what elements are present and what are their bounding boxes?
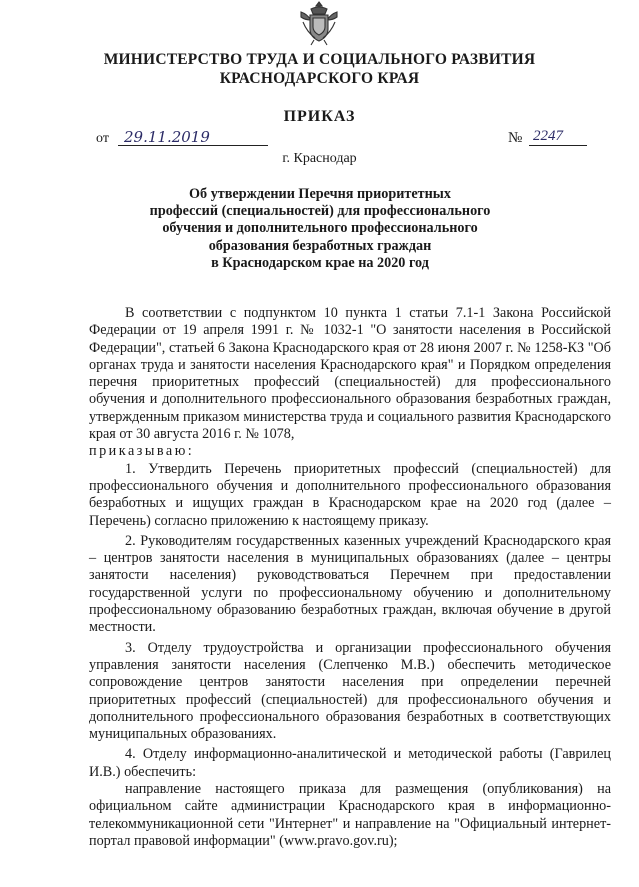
document-type: ПРИКАЗ — [283, 108, 356, 125]
item-4-paragraph: 4. Отделу информационно-аналитической и методической работы (Гаврилец И.В.) обеспечить: — [89, 746, 611, 780]
number-label: № — [508, 130, 523, 146]
order-word: приказываю: — [89, 443, 195, 460]
ministry-name-line2: КРАСНОДАРСКОГО КРАЯ — [219, 70, 420, 87]
number-value: 2247 — [529, 128, 587, 146]
title-line: образования безработных граждан — [208, 237, 432, 254]
title-line: профессий (специальностей) для профессионального — [149, 203, 491, 220]
coat-of-arms-icon — [297, 0, 341, 46]
item-3-paragraph: 3. Отделу трудоустройства и организации профессионального обучения управления занятости населения (Слепченко М.В.) обеспечить методическое сопровождение центров занятости населения при определении перечней приоритетных профессий (специальностей) для профессионального обучения и дополнительного профессионального образования безработных в соответствующих муниципальных образованиях. — [89, 639, 611, 743]
document-title — [140, 186, 500, 272]
date-value: 29.11.2019 — [118, 128, 268, 146]
item-2-paragraph: 2. Руководителям государственных казенных учреждений Краснодарского края – центров занятости населения в муниципальных образованиях (далее – центры занятости населения) руководствоваться Перечнем при предоставлении государственной услуги по профессиональному обучению и дополнительному профессиональному образованию безработных граждан, включая обучение в другой местности. — [89, 532, 611, 636]
city: г. Краснодар — [282, 151, 357, 166]
ministry-name-line1: МИНИСТЕРСТВО ТРУДА И СОЦИАЛЬНОГО РАЗВИТИЯ — [103, 51, 536, 68]
document-body — [89, 305, 611, 850]
item-4-sub-paragraph: направление настоящего приказа для размещения (опубликования) на официальном сайте администрации Краснодарского края в информационно-телекоммуникационной сети "Интернет" и направление на "Официальный интернет-портал правовой информации" (www.pravo.gov.ru); — [89, 781, 611, 849]
preamble-paragraph: В соответствии с подпунктом 10 пункта 1 статьи 7.1-1 Закона Российской Федерации от 19 апреля 1991 г. № 1032-1 "О занятости населения в Российской Федерации", статьей 6 Закона Краснодарского края от 28 июня 2007 г. № 1258-КЗ "Об органах труда и занятости населения Краснодарского края" и Порядком определения перечня приоритетных профессий (специальностей) для профессионального обучения и дополнительного профессионального образования безработных граждан, утвержденным приказом министерства труда и социального развития Краснодарского края от 30 августа 2016 г. № 1078, — [89, 305, 611, 443]
title-line: обучения и дополнительного профессионального — [162, 220, 478, 237]
title-line: в Краснодарском крае на 2020 год — [211, 254, 429, 271]
date-number-row — [96, 129, 586, 151]
date-label: от — [96, 131, 109, 146]
item-1-paragraph: 1. Утвердить Перечень приоритетных профессий (специальностей) для профессионального обучения и дополнительного профессионального образования безработных и ищущих граждан в Краснодарском крае на 2020 год (далее – Перечень) согласно приложению к настоящему приказу. — [89, 460, 611, 529]
title-line: Об утверждении Перечня приоритетных — [189, 186, 451, 202]
